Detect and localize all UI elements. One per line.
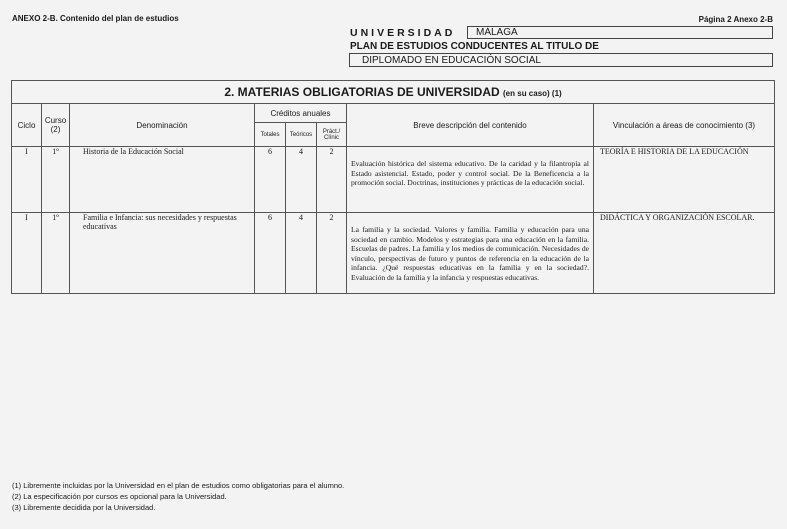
table-title-text: 2. MATERIAS OBLIGATORIAS DE UNIVERSIDAD	[224, 85, 500, 99]
footnote-1: (1) Libremente incluidas por la Universidad en el plan de estudios como obligatorias para el alumno.	[12, 481, 345, 490]
subjects-table	[11, 80, 775, 294]
titulo-value: DIPLOMADO EN EDUCACIÓN SOCIAL	[349, 53, 773, 67]
cell-denominacion: Historia de la Educación Social	[70, 147, 255, 213]
footnotes	[12, 480, 344, 513]
footnote-2: (2) La especificación por cursos es opcional para la Universidad.	[12, 492, 227, 501]
cell-teoricos: 4	[286, 147, 317, 213]
col-creditos: Créditos anuales	[255, 104, 347, 123]
cell-totales: 6	[255, 213, 286, 294]
col-totales: Totales	[255, 123, 286, 147]
page-number: Página 2 Anexo 2-B	[698, 15, 773, 24]
cell-ciclo: I	[12, 213, 42, 294]
plan-label: PLAN DE ESTUDIOS CONDUCENTES AL TITULO DE	[350, 41, 599, 52]
cell-denominacion: Familia e Infancia: sus necesidades y respuestas educativas	[70, 213, 255, 294]
universidad-value: MÁLAGA	[467, 26, 773, 39]
col-denominacion: Denominación	[70, 104, 255, 147]
table-title	[12, 81, 775, 104]
table-row	[12, 147, 775, 213]
cell-curso: 1º	[42, 213, 70, 294]
cell-vinculacion: TEORÍA E HISTORIA DE LA EDUCACIÓN	[594, 147, 775, 213]
cell-curso: 1º	[42, 147, 70, 213]
cell-ciclo: I	[12, 147, 42, 213]
universidad-label: UNIVERSIDAD	[350, 27, 456, 39]
cell-practicos: 2	[317, 147, 347, 213]
col-ciclo: Ciclo	[12, 104, 42, 147]
table-title-sub: (en su caso) (1)	[503, 89, 562, 98]
cell-vinculacion: DIDÁCTICA Y ORGANIZACIÓN ESCOLAR.	[594, 213, 775, 294]
cell-descripcion: La familia y la sociedad. Valores y familia. Familia y educación para una sociedad en cambio. Modelos y estrategias para una educación en la familia. Escuelas de padres. La familia y los medios de comunicación. Necesidades de vínculo, perspectivas de futuro y puntos de referencia en la educación de la infancia. ¿Qué respuestas educativas en la familia y en la sociedad?. Evaluación de la familia y la infancia y respuestas educativas.	[347, 213, 594, 294]
cell-teoricos: 4	[286, 213, 317, 294]
cell-descripcion: Evaluación histórica del sistema educativo. De la caridad y la filantropía al Estado asistencial. Estado, poder y control social. De la Beneficencia a la promoción social. Doctrinas, instituciones y prácticas de la educación social.	[347, 147, 594, 213]
col-practicos: Práct./ Clínic	[317, 123, 347, 147]
col-descripcion: Breve descripción del contenido	[347, 104, 594, 147]
annex-label: ANEXO 2-B. Contenido del plan de estudios	[12, 14, 179, 23]
col-curso: Curso (2)	[42, 104, 70, 147]
footnote-3: (3) Libremente decidida por la Universidad.	[12, 503, 156, 512]
col-vinculacion: Vinculación a áreas de conocimiento (3)	[594, 104, 775, 147]
col-teoricos: Teóricos	[286, 123, 317, 147]
table-row	[12, 213, 775, 294]
cell-totales: 6	[255, 147, 286, 213]
table-title-row	[12, 81, 775, 104]
header-row-1	[12, 104, 775, 123]
cell-practicos: 2	[317, 213, 347, 294]
